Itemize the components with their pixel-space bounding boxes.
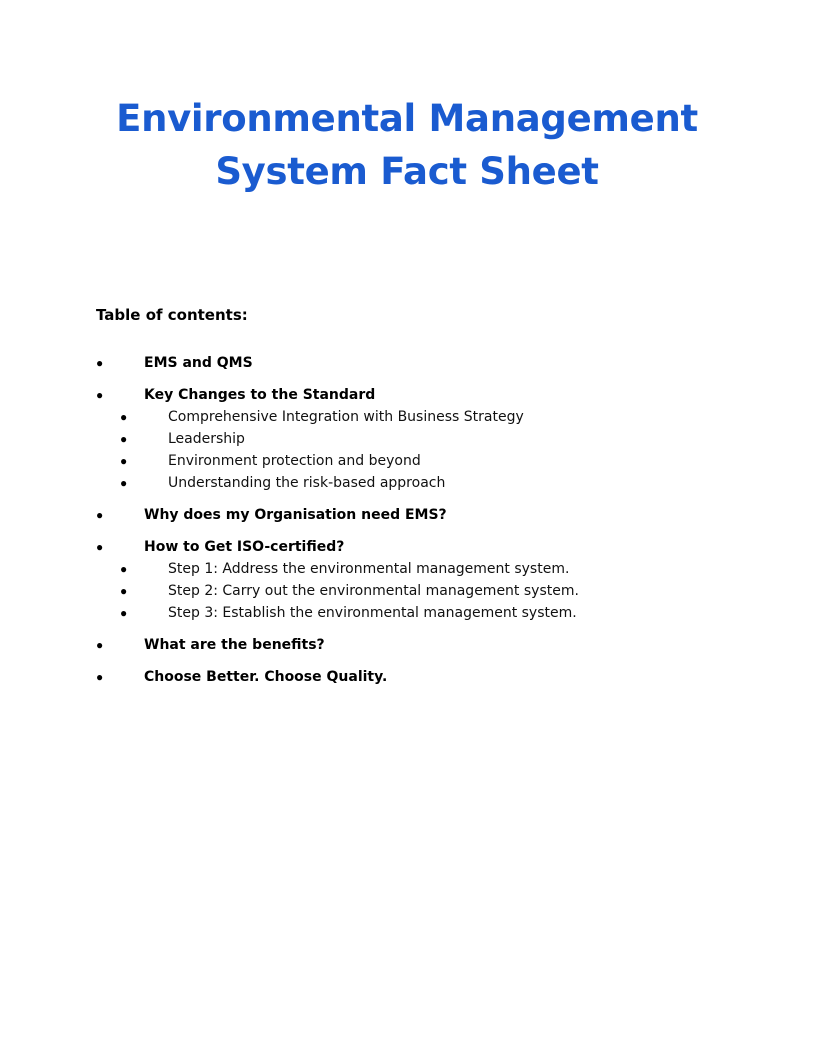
bullet-icon: ●: [96, 670, 104, 684]
bullet-icon: ●: [120, 454, 128, 468]
toc-item: [96, 666, 736, 688]
bullet-icon: ●: [96, 508, 104, 522]
toc-sub-item: [120, 558, 736, 580]
toc-item-label: What are the benefits?: [144, 637, 325, 653]
title-line-1: Environmental Management: [116, 97, 698, 140]
toc-heading: Table of contents:: [96, 306, 248, 324]
toc-item-label: Choose Better. Choose Quality.: [144, 669, 388, 685]
title-line-2: System Fact Sheet: [215, 150, 599, 193]
bullet-icon: ●: [120, 584, 128, 598]
bullet-icon: ●: [120, 432, 128, 446]
bullet-icon: ●: [96, 388, 104, 402]
toc-item-row: [96, 536, 736, 558]
toc-sub-item-label: Step 2: Carry out the environmental management system.: [168, 583, 579, 599]
toc-sub-item: [120, 472, 736, 494]
table-of-contents: [96, 352, 736, 698]
toc-item: [96, 352, 736, 374]
toc-sub-list: [96, 406, 736, 494]
toc-item-label: EMS and QMS: [144, 355, 253, 371]
toc-item-row: [96, 634, 736, 656]
toc-sub-item: [120, 450, 736, 472]
bullet-icon: ●: [96, 540, 104, 554]
toc-item-label: Why does my Organisation need EMS?: [144, 507, 447, 523]
toc-sub-item-label: Environment protection and beyond: [168, 453, 421, 469]
toc-sub-item-label: Step 3: Establish the environmental management system.: [168, 605, 577, 621]
toc-sub-item: [120, 406, 736, 428]
toc-sub-item: [120, 428, 736, 450]
toc-sub-item-label: Understanding the risk-based approach: [168, 475, 446, 491]
toc-sub-list: [96, 558, 736, 624]
toc-item-row: [96, 504, 736, 526]
toc-sub-item-label: Leadership: [168, 431, 245, 447]
toc-item-row: [96, 352, 736, 374]
bullet-icon: ●: [120, 410, 128, 424]
toc-item-label: How to Get ISO-certified?: [144, 539, 345, 555]
bullet-icon: ●: [120, 476, 128, 490]
bullet-icon: ●: [120, 606, 128, 620]
toc-item: [96, 384, 736, 494]
toc-item: [96, 634, 736, 656]
toc-item-label: Key Changes to the Standard: [144, 387, 376, 403]
toc-sub-item-label: Comprehensive Integration with Business Strategy: [168, 409, 524, 425]
toc-item-row: [96, 666, 736, 688]
toc-item: [96, 504, 736, 526]
bullet-icon: ●: [96, 638, 104, 652]
bullet-icon: ●: [120, 562, 128, 576]
toc-item: [96, 536, 736, 624]
bullet-icon: ●: [96, 356, 104, 370]
toc-item-row: [96, 384, 736, 406]
page-title: [96, 92, 718, 198]
toc-sub-item: [120, 580, 736, 602]
toc-sub-item-label: Step 1: Address the environmental management system.: [168, 561, 570, 577]
toc-sub-item: [120, 602, 736, 624]
